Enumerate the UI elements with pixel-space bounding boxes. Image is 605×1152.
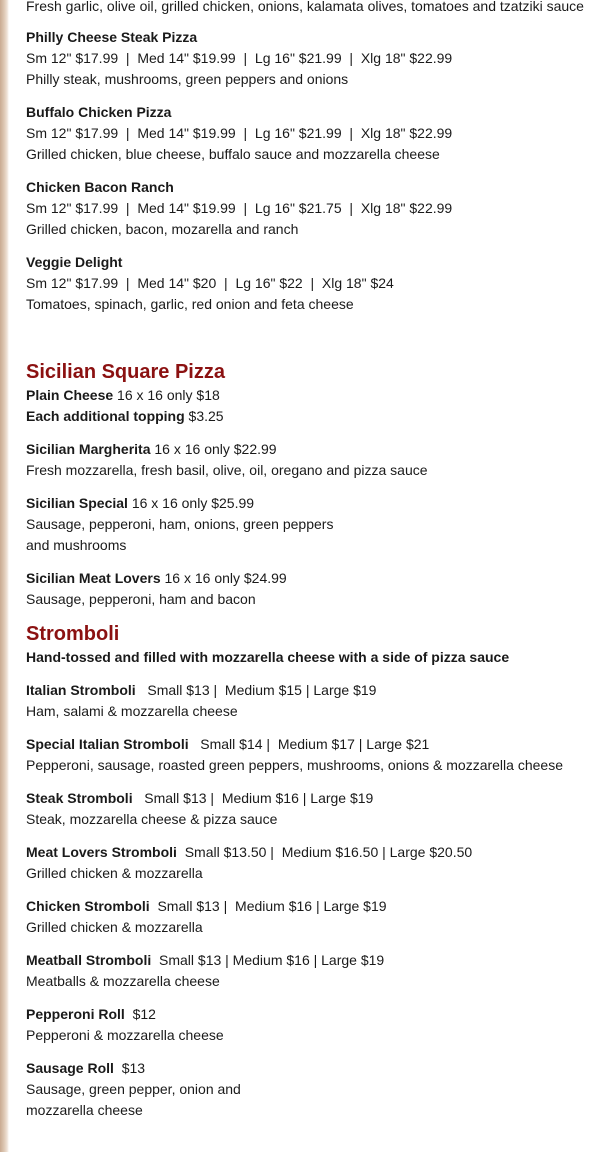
item-description: Sausage, green pepper, onion and — [26, 1081, 241, 1097]
item-description: Grilled chicken, blue cheese, buffalo sauce and mozzarella cheese — [26, 146, 440, 162]
item-description-cont: and mushrooms — [26, 537, 127, 553]
item-description: Fresh garlic, olive oil, grilled chicken, onions, kalamata olives, tomatoes and tzatziki sauce — [26, 0, 584, 14]
item-price: 16 x 16 only $24.99 — [160, 570, 287, 586]
item-name: Italian Stromboli — [26, 682, 136, 698]
item-prices: Sm 12" $17.99 | Med 14" $19.99 | Lg 16" $21.99 | Xlg 18" $22.99 — [26, 125, 453, 141]
section-heading-stromboli: Stromboli — [26, 623, 120, 645]
item-description: Philly steak, mushrooms, green peppers and onions — [26, 71, 349, 87]
sicilian-additional-topping — [26, 408, 224, 424]
item-name: Steak Stromboli — [26, 790, 133, 806]
item-price: Small $13 | Medium $16 | Large $19 — [149, 898, 387, 914]
item-price: 16 x 16 only $22.99 — [150, 441, 277, 457]
item-title-line — [26, 441, 277, 457]
item-description: Pepperoni & mozzarella cheese — [26, 1027, 224, 1043]
item-description: Grilled chicken & mozzarella — [26, 919, 203, 935]
item-price: Small $13 | Medium $16 | Large $19 — [151, 952, 385, 968]
item-price: 16 x 16 only $18 — [113, 387, 220, 403]
item-prices: Sm 12" $17.99 | Med 14" $19.99 | Lg 16" $21.75 | Xlg 18" $22.99 — [26, 200, 453, 216]
item-description: Pepperoni, sausage, roasted green peppers, mushrooms, onions & mozzarella cheese — [26, 757, 563, 773]
sicilian-plain-cheese — [26, 387, 220, 403]
item-name: Veggie Delight — [26, 254, 123, 270]
item-title-line — [26, 682, 376, 698]
item-price: $3.25 — [184, 408, 224, 424]
section-heading-sicilian: Sicilian Square Pizza — [26, 361, 225, 383]
item-title-line — [26, 844, 472, 860]
item-description: Grilled chicken, bacon, mozarella and ranch — [26, 221, 299, 237]
item-name: Philly Cheese Steak Pizza — [26, 29, 198, 45]
item-name: Meat Lovers Stromboli — [26, 844, 177, 860]
item-title-line — [26, 1006, 156, 1022]
item-name: Each additional topping — [26, 408, 185, 424]
item-name: Sicilian Margherita — [26, 441, 151, 457]
item-title-line — [26, 898, 387, 914]
item-name: Pepperoni Roll — [26, 1006, 125, 1022]
item-title-line — [26, 1060, 145, 1076]
item-name: Buffalo Chicken Pizza — [26, 104, 172, 120]
item-price: Small $13 | Medium $16 | Large $19 — [132, 790, 374, 806]
section-subheading: Hand-tossed and filled with mozzarella cheese with a side of pizza sauce — [26, 649, 510, 665]
item-description: Ham, salami & mozzarella cheese — [26, 703, 238, 719]
item-name: Plain Cheese — [26, 387, 114, 403]
item-name: Chicken Bacon Ranch — [26, 179, 174, 195]
item-title-line — [26, 570, 287, 586]
item-name: Sicilian Special — [26, 495, 128, 511]
item-name: Sicilian Meat Lovers — [26, 570, 161, 586]
item-name: Meatball Stromboli — [26, 952, 152, 968]
item-title-line — [26, 495, 254, 511]
page-left-border — [0, 0, 9, 1152]
item-prices: Sm 12" $17.99 | Med 14" $19.99 | Lg 16" $21.99 | Xlg 18" $22.99 — [26, 50, 453, 66]
item-price: Small $13 | Medium $15 | Large $19 — [135, 682, 377, 698]
item-description: Grilled chicken & mozzarella — [26, 865, 203, 881]
item-description: Steak, mozzarella cheese & pizza sauce — [26, 811, 278, 827]
item-description: Meatballs & mozzarella cheese — [26, 973, 220, 989]
item-title-line — [26, 736, 429, 752]
item-price: $12 — [124, 1006, 156, 1022]
item-description: Fresh mozzarella, fresh basil, olive, oil, oregano and pizza sauce — [26, 462, 428, 478]
item-description-cont: mozzarella cheese — [26, 1102, 143, 1118]
item-title-line — [26, 952, 384, 968]
item-description: Sausage, pepperoni, ham, onions, green peppers — [26, 516, 334, 532]
item-name: Special Italian Stromboli — [26, 736, 189, 752]
item-price: 16 x 16 only $25.99 — [127, 495, 255, 511]
item-title-line — [26, 790, 373, 806]
item-price: $13 — [113, 1060, 146, 1076]
item-price: Small $13.50 | Medium $16.50 | Large $20.50 — [176, 844, 473, 860]
item-description: Sausage, pepperoni, ham and bacon — [26, 591, 256, 607]
item-prices: Sm 12" $17.99 | Med 14" $20 | Lg 16" $22 | Xlg 18" $24 — [26, 275, 394, 291]
item-name: Chicken Stromboli — [26, 898, 150, 914]
item-name: Sausage Roll — [26, 1060, 114, 1076]
item-price: Small $14 | Medium $17 | Large $21 — [188, 736, 430, 752]
item-description: Tomatoes, spinach, garlic, red onion and feta cheese — [26, 296, 354, 312]
